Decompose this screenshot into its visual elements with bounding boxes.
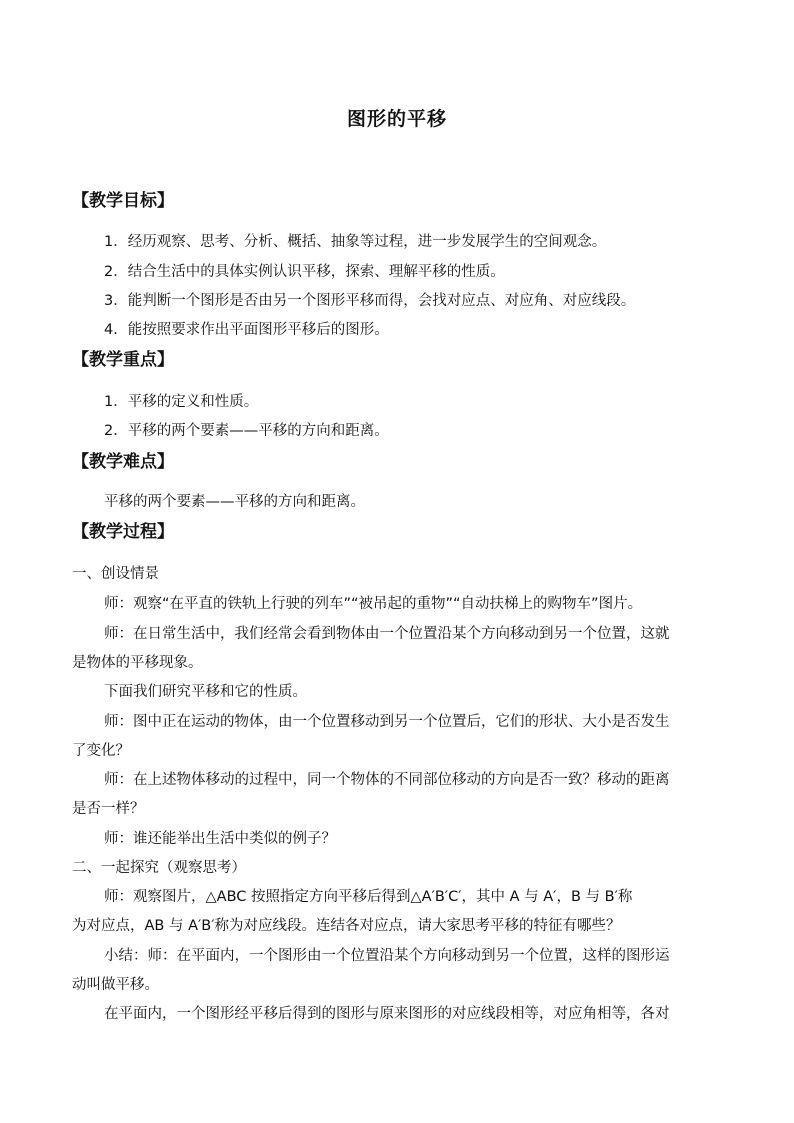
paragraph-line: 动叫做平移。 bbox=[72, 977, 159, 993]
part1-heading: 一、创设情景 bbox=[72, 566, 159, 582]
goal-item: 4．能按照要求作出平面图形平移后的图形。 bbox=[104, 322, 389, 338]
paragraph-line: 师：图中正在运动的物体，由一个位置移动到另一个位置后，它们的形状、大小是否发生 bbox=[104, 714, 670, 730]
paragraph-line: 在平面内，一个图形经平移后得到的图形与原来图形的对应线段相等，对应角相等，各对 bbox=[104, 1006, 670, 1022]
goal-item: 3．能判断一个图形是否由另一个图形平移而得，会找对应点、对应角、对应线段。 bbox=[104, 293, 636, 309]
key-item: 2．平移的两个要素——平移的方向和距离。 bbox=[104, 423, 389, 439]
paragraph-line: 师：在上述物体移动的过程中，同一个物体的不同部位移动的方向是否一致？移动的距离 bbox=[104, 772, 670, 788]
paragraph-line: 是否一样？ bbox=[72, 801, 145, 817]
section-heading-difficult: 【教学难点】 bbox=[72, 452, 174, 472]
page-title: 图形的平移 bbox=[346, 108, 447, 130]
paragraph-line: 师：观察“在平直的铁轨上行驶的列车”“被吊起的重物”“自动扶梯上的购物车”图片。 bbox=[104, 596, 643, 612]
paragraph-line: 是物体的平移现象。 bbox=[72, 655, 203, 671]
paragraph-line: 师：谁还能举出生活中类似的例子？ bbox=[104, 831, 336, 847]
paragraph-line: 为对应点，AB 与 A′B′称为对应线段。连结各对应点，请大家思考平移的特征有哪些？ bbox=[72, 918, 621, 934]
section-heading-process: 【教学过程】 bbox=[72, 522, 174, 542]
key-item: 1．平移的定义和性质。 bbox=[104, 394, 259, 410]
section-heading-key: 【教学重点】 bbox=[72, 350, 174, 370]
part2-heading: 二、一起探究（观察思考） bbox=[72, 860, 246, 876]
difficult-text: 平移的两个要素——平移的方向和距离。 bbox=[104, 494, 365, 510]
paragraph-line: 师：观察图片，△ABC 按照指定方向平移后得到△A′B′C′，其中 A 与 A′，B 与 B′称 bbox=[104, 889, 633, 905]
paragraph-line: 了变化？ bbox=[72, 743, 130, 759]
section-heading-goals: 【教学目标】 bbox=[72, 191, 174, 211]
paragraph-line: 小结：师：在平面内，一个图形由一个位置沿某个方向移动到另一个位置，这样的图形运 bbox=[104, 948, 670, 964]
goal-item: 1．经历观察、思考、分析、概括、抽象等过程，进一步发展学生的空间观念。 bbox=[104, 234, 607, 250]
goal-item: 2．结合生活中的具体实例认识平移，探索、理解平移的性质。 bbox=[104, 264, 505, 280]
paragraph-line: 师：在日常生活中，我们经常会看到物体由一个位置沿某个方向移动到另一个位置，这就 bbox=[104, 626, 670, 642]
paragraph-line: 下面我们研究平移和它的性质。 bbox=[104, 684, 307, 700]
